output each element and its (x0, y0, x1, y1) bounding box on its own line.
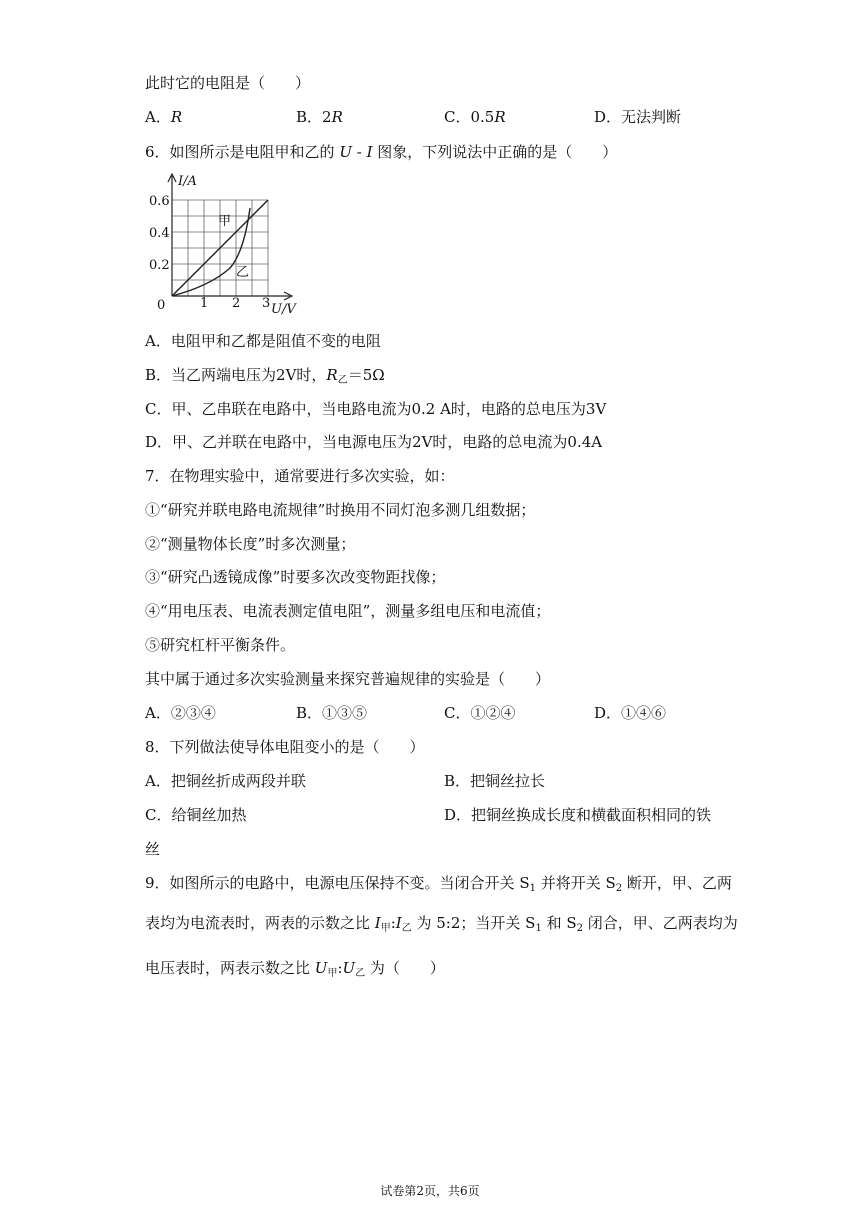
x-tick-1: 1 (200, 296, 209, 311)
ui-graph (140, 168, 310, 318)
q9-line-1: 9．如图所示的电路中，电源电压保持不变。当闭合开关 $S_1$ 并将开关 $S_2$ 断开，甲、乙两 (145, 874, 732, 894)
q9-line-2: 表均为电流表时，两表的示数之比 $I_甲:I_乙$ 为 5:2；当开关 $S_1$ 和 $S_2$ 闭合，甲、乙两表均为 (145, 914, 738, 934)
x-tick-3: 3 (262, 296, 271, 311)
q5-option-c: C．0.5R (444, 108, 506, 126)
q6-stem: 6．如图所示是电阻甲和乙的 U - I 图象，下列说法中正确的是（ ） (145, 143, 618, 161)
x-tick-2: 2 (232, 296, 241, 311)
q7-option-d: D．①④⑥ (594, 704, 667, 722)
curve-yi (172, 208, 250, 296)
q7-question: 其中属于通过多次实验测量来探究普遍规律的实验是（ ） (145, 670, 551, 688)
q5-stem: 此时它的电阻是（ ） (145, 74, 311, 92)
q7-option-c: C．①②④ (444, 704, 516, 722)
q7-option-b: B．①③⑤ (296, 704, 368, 722)
y-axis-label: I/A (178, 174, 197, 189)
q8-stem: 8．下列做法使导体电阻变小的是（ ） (145, 738, 425, 756)
y-tick-0.2: 0.2 (149, 258, 170, 273)
y-tick-0.6: 0.6 (149, 194, 170, 209)
q8-option-c: C．给铜丝加热 (145, 806, 247, 824)
q8-option-d-wrap: 丝 (145, 840, 161, 858)
y-tick-0.4: 0.4 (149, 226, 170, 241)
q8-option-a: A．把铜丝折成两段并联 (145, 772, 306, 790)
q6-option-a: A．电阻甲和乙都是阻值不变的电阻 (145, 332, 381, 350)
q9-line-3: 电压表时，两表示数之比 $U_甲:U_乙$ 为（ ） (145, 959, 445, 979)
q7-item-2: ②“测量物体长度”时多次测量； (145, 535, 356, 553)
q8-option-d: D．把铜丝换成长度和横截面积相同的铁 (444, 806, 712, 824)
q6-option-d: D．甲、乙并联在电路中，当电源电压为2V时，电路的总电流为0.4A (145, 433, 603, 451)
q7-item-3: ③“研究凸透镜成像”时要多次改变物距找像； (145, 568, 446, 586)
label-yi: 乙 (236, 265, 250, 280)
q7-option-a: A．②③④ (145, 704, 216, 722)
q7-item-4: ④“用电压表、电流表测定值电阻”，测量多组电压和电流值； (145, 602, 551, 620)
x-axis-label: U/V (271, 302, 296, 317)
page-footer: 试卷第2页，共6页 (380, 1184, 480, 1198)
q5-option-d: D．无法判断 (594, 108, 682, 126)
q7-stem: 7．在物理实验中，通常要进行多次实验，如： (145, 467, 455, 485)
q7-item-5: ⑤研究杠杆平衡条件。 (145, 636, 296, 654)
q5-option-a: A．R (145, 108, 183, 126)
q6-option-c: C．甲、乙串联在电路中，当电路电流为0.2 A时，电路的总电压为3V (145, 400, 607, 418)
q7-item-1: ①“研究并联电路电流规律”时换用不同灯泡多测几组数据； (145, 501, 536, 519)
label-jia: 甲 (218, 214, 232, 229)
x-tick-0: 0 (157, 298, 166, 313)
q5-option-b: B．2R (296, 108, 343, 126)
q6-option-b: B．当乙两端电压为2V时，$R_乙=5\Omega$ (145, 366, 385, 386)
q8-option-b: B．把铜丝拉长 (444, 772, 546, 790)
